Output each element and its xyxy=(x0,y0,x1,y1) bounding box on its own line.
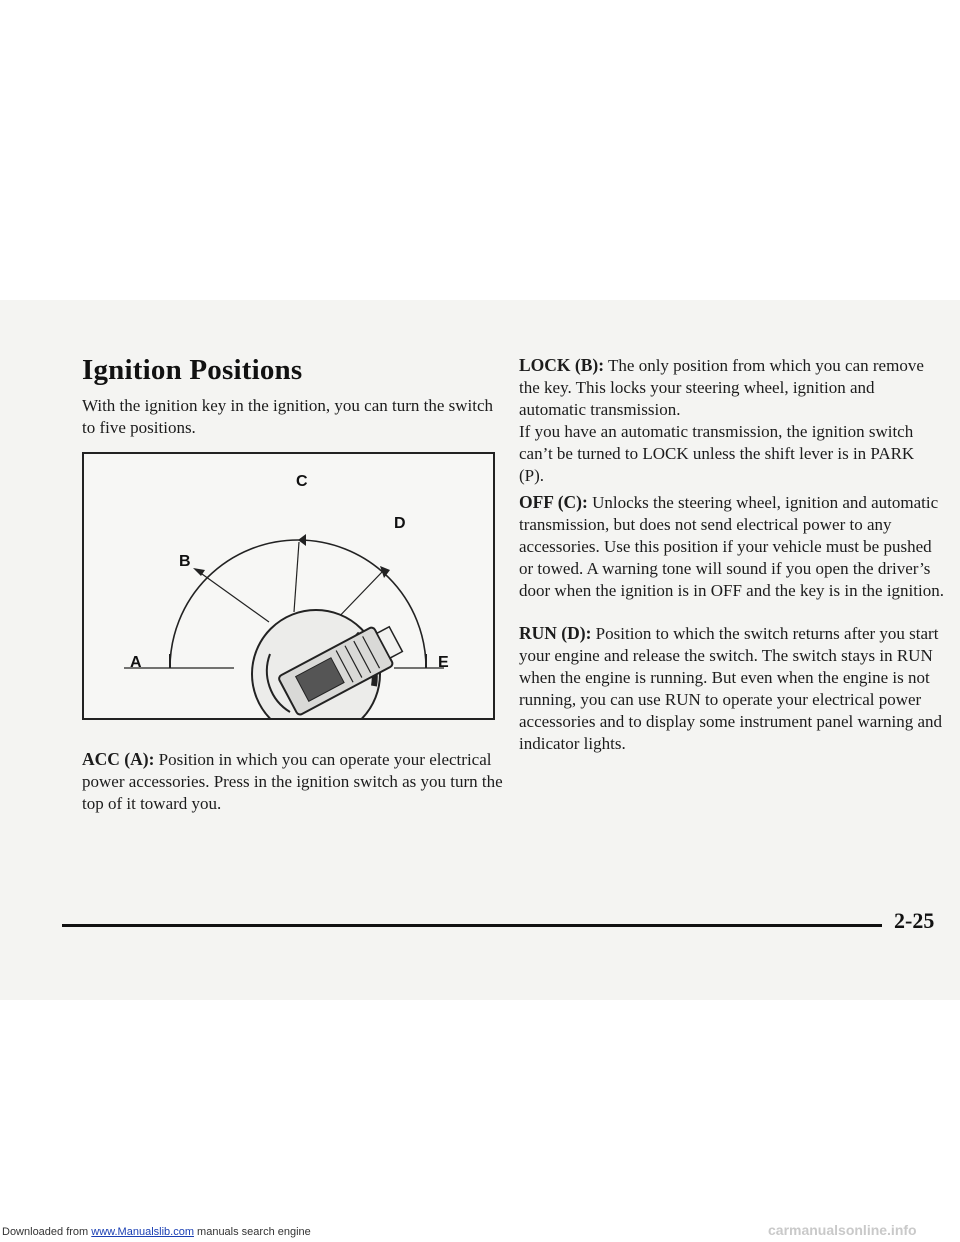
manualslib-link[interactable]: www.Manualslib.com xyxy=(91,1226,194,1238)
section-heading: Ignition Positions xyxy=(82,354,303,386)
ignition-switch-figure xyxy=(84,454,493,718)
run-paragraph xyxy=(519,622,944,755)
download-suffix: manuals search engine xyxy=(193,1226,311,1238)
run-term: RUN (D): xyxy=(519,623,592,643)
label-d: D xyxy=(394,515,406,532)
intro-paragraph: With the ignition key in the ignition, you can turn the switch to five positions. xyxy=(82,396,494,437)
acc-term: ACC (A): xyxy=(82,749,155,769)
footer-rule xyxy=(62,924,882,927)
ignition-diagram xyxy=(82,452,495,720)
acc-paragraph xyxy=(82,748,507,815)
lock-term: LOCK (B): xyxy=(519,355,605,375)
download-prefix: Downloaded from xyxy=(2,1226,92,1238)
off-term: OFF (C): xyxy=(519,492,588,512)
lock-note-paragraph: If you have an automatic transmission, the ignition switch can’t be turned to LOCK unless the shift lever is in PARK (P). xyxy=(519,422,915,485)
lock-text: The only position from which you can remove the key. This locks your steering wheel, ignition and automatic transmission. xyxy=(519,356,924,419)
lock-paragraph xyxy=(519,354,944,421)
leader-b xyxy=(202,574,269,622)
label-e: E xyxy=(438,654,449,671)
label-a: A xyxy=(130,654,142,671)
leader-c xyxy=(294,542,299,612)
watermark: carmanualsonline.info xyxy=(768,1222,917,1238)
acc-text: Position in which you can operate your electrical power accessories. Press in the ignition switch as you turn the top of it toward you. xyxy=(82,750,503,813)
label-b: B xyxy=(179,553,191,570)
download-banner xyxy=(2,1226,311,1238)
label-c: C xyxy=(296,473,308,490)
off-text: Unlocks the steering wheel, ignition and automatic transmission, but does not send electrical power to any accessories. Use this position if your vehicle must be pushed or towed. A warning tone will sound if you open the driver’s door when the ignition is in OFF and the key is in the ignition. xyxy=(519,493,944,600)
off-paragraph xyxy=(519,491,944,602)
page-number: 2-25 xyxy=(894,908,935,933)
run-text: Position to which the switch returns after you start your engine and release the switch. The switch stays in RUN when the engine is running. But even when the engine is not running, you can use RUN to operate your electrical power accessories and to display some instrument panel warning and indicator lights. xyxy=(519,624,942,753)
